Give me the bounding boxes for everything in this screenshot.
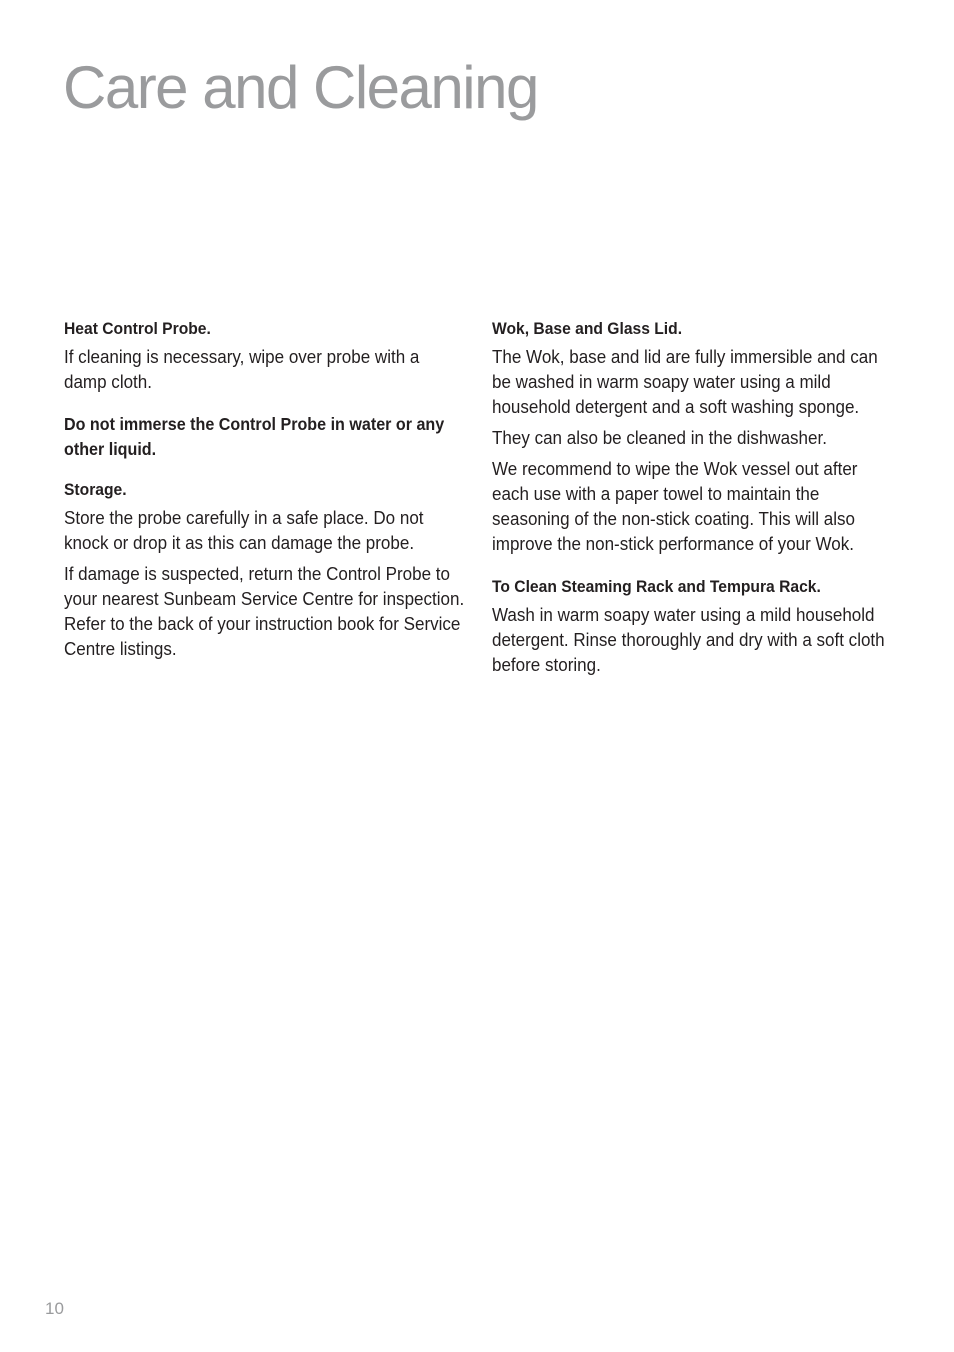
left-column: [64, 316, 464, 667]
storage-text-2: If damage is suspected, return the Control Probe to your nearest Sunbeam Service Centre for inspection. Refer to the back of your instruction book for Service Centre listings.: [64, 563, 465, 659]
rack-cleaning-heading: To Clean Steaming Rack and Tempura Rack.: [492, 577, 821, 596]
wok-text-1: The Wok, base and lid are fully immersible and can be washed in warm soapy water using a mild household detergent and a soft washing sponge.: [492, 346, 878, 417]
spacer: [492, 562, 892, 574]
spacer: [64, 400, 464, 412]
spacer: [64, 462, 464, 477]
storage-heading: Storage.: [64, 480, 127, 499]
wok-base-lid-heading: Wok, Base and Glass Lid.: [492, 319, 683, 338]
wok-text-2: They can also be cleaned in the dishwasher.: [492, 427, 827, 448]
right-column: [492, 316, 892, 683]
page-number: 10: [45, 1299, 64, 1318]
storage-text-1: Store the probe carefully in a safe place. Do not knock or drop it as this can damage the probe.: [64, 507, 424, 553]
rack-cleaning-text: Wash in warm soapy water using a mild household detergent. Rinse thoroughly and dry with a soft cloth before storing.: [492, 604, 885, 675]
immersion-warning: Do not immerse the Control Probe in water or any other liquid.: [64, 414, 445, 459]
heat-control-probe-heading: Heat Control Probe.: [64, 319, 211, 338]
page-title: Care and Cleaning: [63, 54, 538, 121]
heat-control-probe-text: If cleaning is necessary, wipe over probe with a damp cloth.: [64, 346, 420, 392]
wok-text-3: We recommend to wipe the Wok vessel out after each use with a paper towel to maintain the seasoning of the non-stick coating. This will also improve the non-stick performance of your Wok.: [492, 458, 858, 554]
